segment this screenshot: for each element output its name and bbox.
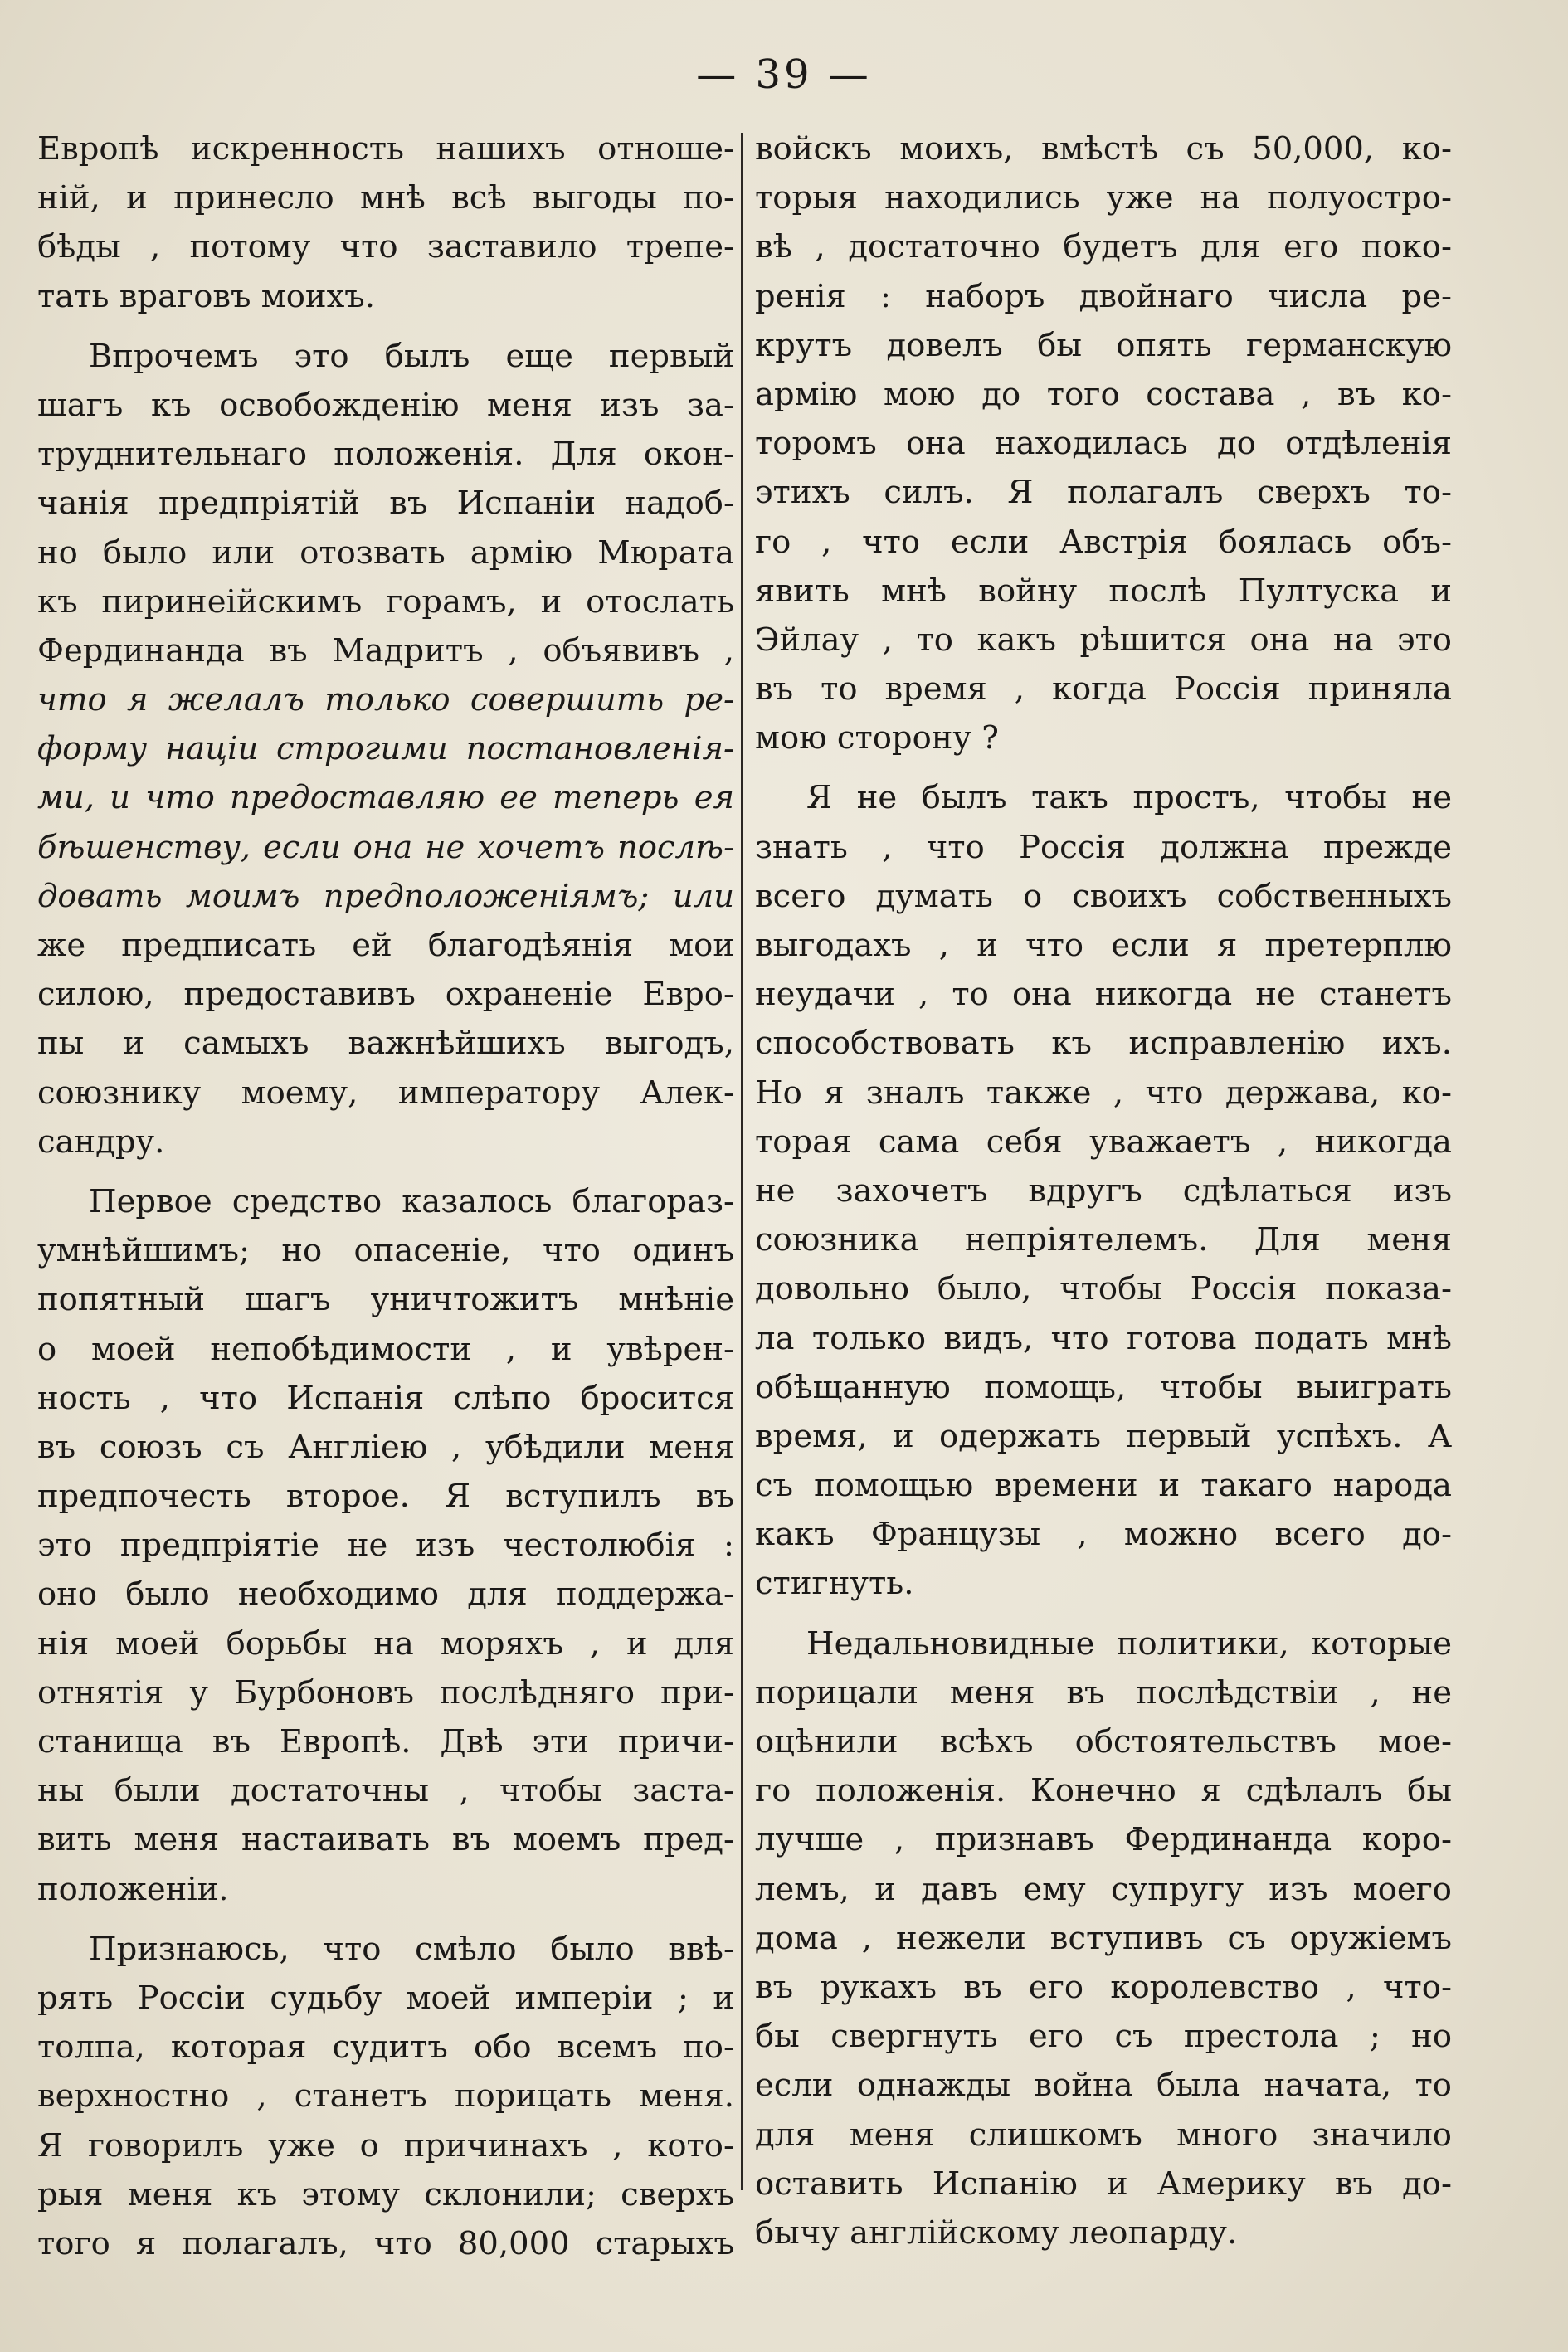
text-line: шагъ къ освобожденію меня изъ за- <box>37 386 734 424</box>
text-line: того я полагалъ, что 80,000 старыхъ <box>37 2224 734 2262</box>
text-line: бѣды , потому что заставило трепе- <box>37 228 734 266</box>
text-line: станища въ Европѣ. Двѣ эти причи- <box>37 1723 734 1760</box>
text-line: это предпріятіе не изъ честолюбія : <box>37 1527 734 1565</box>
page-number: — 39 — <box>696 51 872 98</box>
text-line: неудачи , то она никогда не станетъ <box>755 976 1452 1014</box>
text-line: знать , что Россія должна прежде <box>755 828 1452 866</box>
text-line: ны были достаточны , чтобы заста- <box>37 1772 734 1810</box>
column-divider <box>741 133 743 2190</box>
text-line: попятный шагъ уничтожитъ мнѣніе <box>37 1281 734 1319</box>
text-line: если однажды война была начата, то <box>755 2067 1452 2105</box>
text-line: въ то время , когда Россія приняла <box>755 670 1452 709</box>
text-line: оно было необходимо для поддержа- <box>37 1575 734 1614</box>
paragraph <box>37 332 734 1166</box>
text-line: оцѣнили всѣхъ обстоятельствъ мое- <box>755 1723 1452 1760</box>
text-line: оставить Испанію и Америку въ до- <box>755 2165 1452 2203</box>
text-line: союзнику моему, императору Алек- <box>37 1074 734 1112</box>
text-line: войскъ моихъ, вмѣстѣ съ 50,000, ко- <box>755 130 1452 168</box>
text-line: бычу англійскому леопарду. <box>755 2213 1238 2252</box>
text-line: торыя находились уже на полуостро- <box>755 179 1452 217</box>
text-line: Недальновидные политики, которые <box>806 1624 1452 1663</box>
paragraph <box>755 1619 1452 2257</box>
text-line: Я не былъ такъ простъ, чтобы не <box>806 779 1452 817</box>
paragraph <box>37 1177 734 1914</box>
text-line: положеніи. <box>37 1870 229 1908</box>
text-line: къ пиринеійскимъ горамъ, и отослать <box>37 582 734 621</box>
text-line: для меня слишкомъ много значило <box>755 2116 1452 2154</box>
text-line: ній, и принесло мнѣ всѣ выгоды по- <box>37 179 734 217</box>
text-line: же предписать ей благодѣянія мои <box>37 927 734 964</box>
text-line: толпа, которая судитъ обо всемъ по- <box>37 2028 734 2067</box>
text-line: въ союзъ съ Англіею , убѣдили меня <box>37 1428 734 1466</box>
text-line: обѣщанную помощь, чтобы выиграть <box>755 1368 1452 1406</box>
text-line: крутъ довелъ бы опять германскую <box>755 326 1452 364</box>
text-line: дома , нежели вступивъ съ оружіемъ <box>755 1919 1452 1957</box>
text-line: ми, и что предоставляю ее теперь ея <box>37 779 734 817</box>
text-line: что я желалъ только совершить ре- <box>37 681 734 719</box>
text-line: явить мнѣ войну послѣ Пултуска и <box>755 572 1452 610</box>
text-line: торая сама себя уважаетъ , никогда <box>755 1122 1452 1161</box>
text-line: время, и одержать первый успѣхъ. А <box>755 1417 1452 1455</box>
text-line: способствовать къ исправленію ихъ. <box>755 1025 1452 1063</box>
text-line: труднительнаго положенія. Для окон- <box>37 436 734 474</box>
text-line: вѣ , достаточно будетъ для его поко- <box>755 228 1452 266</box>
text-line: сандру. <box>37 1122 165 1161</box>
text-line: го положенія. Конечно я сдѣлалъ бы <box>755 1772 1452 1810</box>
text-line: выгодахъ , и что если я претерплю <box>755 927 1452 964</box>
text-line: Фердинанда въ Мадритъ , объявивъ , <box>37 631 734 670</box>
text-line: форму націи строгими постановленія- <box>37 730 734 768</box>
text-line: порицали меня въ послѣдствіи , не <box>755 1673 1452 1712</box>
text-line: силою, предоставивъ охраненіе Евро- <box>37 976 734 1014</box>
text-line: довольно было, чтобы Россія показа- <box>755 1270 1452 1308</box>
text-line: Европѣ искренность нашихъ отноше- <box>37 130 734 168</box>
text-line: предпочесть второе. Я вступилъ въ <box>37 1478 734 1516</box>
text-line: бы свергнуть его съ престола ; но <box>755 2018 1452 2056</box>
right-text-column <box>755 124 1452 2268</box>
text-line: нія моей борьбы на моряхъ , и для <box>37 1624 734 1663</box>
text-line: лучше , признавъ Фердинанда коро- <box>755 1821 1452 1859</box>
text-line: отнятія у Бурбоновъ послѣдняго при- <box>37 1673 734 1712</box>
text-line: тать враговъ моихъ. <box>37 277 376 315</box>
text-line: го , что если Австрія боялась объ- <box>755 523 1452 561</box>
text-line: бѣшенству, если она не хочетъ послѣ- <box>37 828 734 866</box>
text-line: Я говорилъ уже о причинахъ , кото- <box>37 2126 734 2165</box>
text-line: мою сторону ? <box>755 719 999 757</box>
text-line: лемъ, и давъ ему супругу изъ моего <box>755 1870 1452 1908</box>
text-line: не захочетъ вдругъ сдѣлаться изъ <box>755 1171 1452 1210</box>
text-line: этихъ силъ. Я полагалъ сверхъ то- <box>755 474 1452 512</box>
text-line: въ рукахъ въ его королевство , что- <box>755 1968 1452 2006</box>
text-line: Эйлау , то какъ рѣшится она на это <box>755 621 1452 659</box>
text-line: армію мою до того состава , въ ко- <box>755 375 1452 413</box>
paragraph <box>755 773 1452 1608</box>
paragraph <box>37 1925 734 2268</box>
text-line: какъ Французы , можно всего до- <box>755 1516 1452 1554</box>
text-line: вить меня настаивать въ моемъ пред- <box>37 1821 734 1859</box>
text-line: рять Россіи судьбу моей имперіи ; и <box>37 1979 734 2017</box>
text-line: съ помощью времени и такаго народа <box>755 1467 1452 1505</box>
text-line: торомъ она находилась до отдѣленія <box>755 425 1452 463</box>
left-text-column <box>37 124 734 2279</box>
text-line: ренія : наборъ двойнаго числа ре- <box>755 277 1452 315</box>
text-line: рыя меня къ этому склонили; сверхъ <box>37 2175 734 2213</box>
text-line: чанія предпріятій въ Испаніи надоб- <box>37 485 734 523</box>
text-line: довать моимъ предположеніямъ; или <box>37 877 734 915</box>
text-line: Но я зналъ также , что держава, ко- <box>755 1074 1452 1112</box>
text-line: умнѣйшимъ; но опасеніе, что одинъ <box>37 1232 734 1270</box>
text-line: пы и самыхъ важнѣйшихъ выгодъ, <box>37 1025 734 1063</box>
text-line: верхностно , станетъ порицать меня. <box>37 2077 734 2116</box>
text-line: стигнуть. <box>755 1565 914 1603</box>
text-line: союзника непріятелемъ. Для меня <box>755 1221 1452 1259</box>
text-line: Признаюсь, что смѣло было ввѣ- <box>89 1930 734 1968</box>
text-line: Первое средство казалось благораз- <box>89 1182 734 1220</box>
paragraph <box>755 124 1452 762</box>
text-line: ла только видъ, что готова подать мнѣ <box>755 1319 1452 1357</box>
text-line: всего думать о своихъ собственныхъ <box>755 877 1452 915</box>
text-line: о моей непобѣдимости , и увѣрен- <box>37 1330 734 1368</box>
text-line: Впрочемъ это былъ еще первый <box>89 337 734 375</box>
text-line: но было или отозвать армію Мюрата <box>37 533 734 572</box>
paragraph <box>37 124 734 321</box>
text-line: ность , что Испанія слѣпо бросится <box>37 1379 734 1417</box>
